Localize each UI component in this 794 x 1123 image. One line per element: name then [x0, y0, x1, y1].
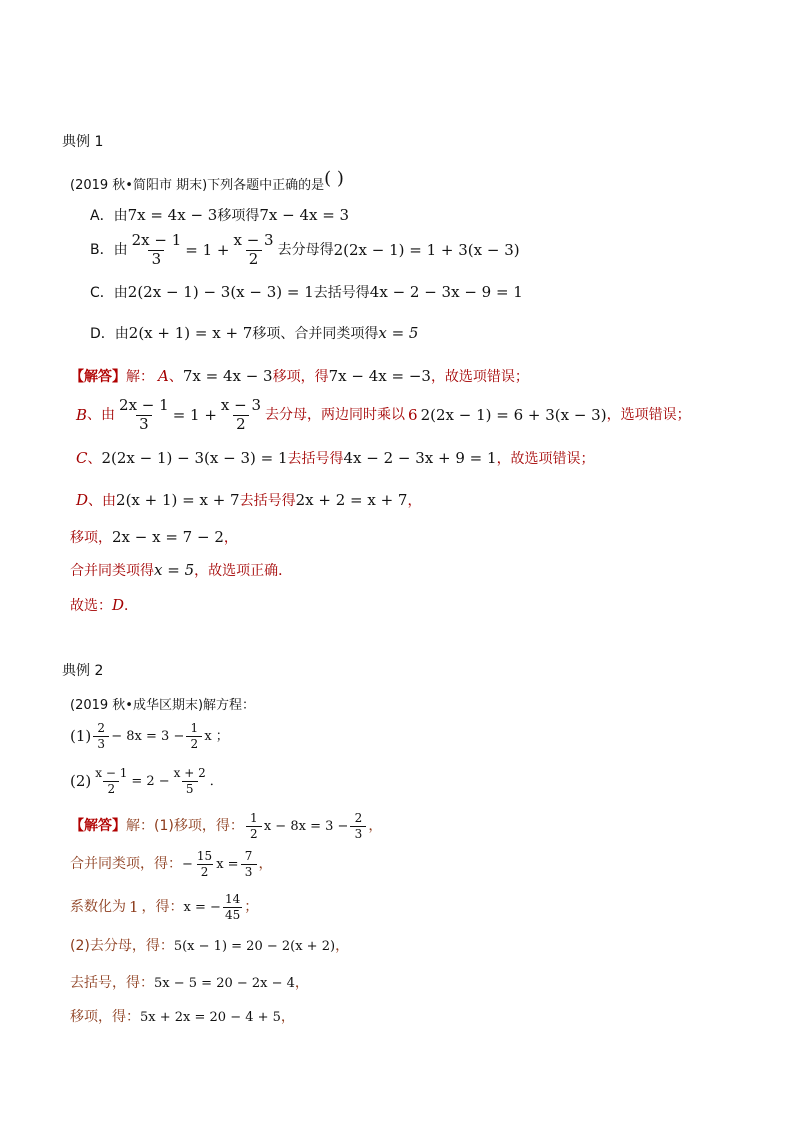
fraction: $\frac{2x - 1}{3}$: [119, 396, 169, 433]
answer-tag: 【解答】: [70, 368, 126, 385]
solution2-step1: 【解答】 解： (1)移项，得： $\frac{1}{2}$ x − 8x = 3 − $\frac{2}{3}$ ，: [70, 811, 383, 841]
fraction: $\frac{1}{2}$: [186, 722, 202, 750]
solution-a-line: 【解答】 解： A 、 7x = 4x − 3 移项，得 7x − 4x = −3 ，故选项错误；: [70, 367, 529, 385]
solution2-step6: 移项，得： 5x + 2x = 20 − 4 + 5 ，: [70, 1009, 295, 1025]
fraction: $\frac{7}{3}$: [241, 850, 257, 878]
fraction: $\frac{x + 2}{5}$: [173, 766, 206, 796]
fraction: $\frac{2}{3}$: [350, 812, 366, 840]
option-a: A．由 7x = 4x − 3 移项得 7x − 4x = 3: [90, 206, 350, 224]
solution-c-line: C 、 2(2x − 1) − 3(x − 3) = 1 去括号得 4x − 2 − 3x + 9 = 1 ，故选项错误；: [76, 449, 595, 467]
solution2-step4: (2)去分母，得： 5(x − 1) = 20 − 2(x + 2) ，: [70, 938, 350, 954]
solution2-step5: 去括号，得： 5x − 5 = 20 − 2x − 4 ，: [70, 975, 309, 991]
example2-heading: 典例 2: [62, 663, 104, 679]
option-c: C．由 2(2x − 1) − 3(x − 3) = 1 去括号得 4x − 2 − 3x − 9 = 1: [90, 283, 523, 301]
solution2-step3: 系数化为 1 ，得： x = − $\frac{14}{45}$ ；: [70, 892, 259, 922]
solution-d-line: D 、由 2(x + 1) = x + 7 去括号得 2x + 2 = x + 7 ，: [76, 491, 422, 509]
fraction: $\frac{x - 1}{2}$: [95, 766, 128, 796]
option-d: D．由 2(x + 1) = x + 7 移项、合并同类项得 x = 5: [90, 324, 419, 342]
solution-choose-line: 故选： D ．: [70, 596, 139, 614]
fraction: $\frac{x - 3}{2}$: [220, 396, 262, 433]
problem-2: (2) $\frac{x - 1}{2}$ = 2 − $\frac{x + 2}{5}$ ．: [70, 766, 223, 796]
fraction: $\frac{2x - 1}{3}$: [131, 231, 182, 268]
example1-source: (2019 秋•简阳市 期末)下列各题中正确的是 ( ): [70, 168, 344, 193]
answer-bracket: ( ): [324, 168, 344, 189]
answer-tag: 【解答】: [70, 818, 126, 835]
option-b: B．由 $\frac{2x - 1}{3}$ = 1 + $\frac{x - 3}{2}$ 去分母得 2(2x − 1) = 1 + 3(x − 3): [90, 231, 520, 268]
solution2-step2: 合并同类项，得： − $\frac{15}{2}$ x = $\frac{7}{3}$ ，: [70, 849, 273, 879]
example1-heading: 典例 1: [62, 134, 104, 150]
fraction: $\frac{15}{2}$: [196, 849, 213, 879]
fraction: $\frac{2}{3}$: [93, 722, 109, 750]
problem-1: (1) $\frac{2}{3}$ − 8x = 3 − $\frac{1}{2}$ x ；: [70, 721, 229, 751]
fraction: $\frac{x - 3}{2}$: [233, 231, 274, 268]
solution-b-line: B 、由 $\frac{2x - 1}{3}$ = 1 + $\frac{x - 3}{2}$ 去分母，两边同时乘以 6 2(2x − 1) = 6 + 3(x − 3) ，选项错误；: [76, 396, 691, 433]
fraction: $\frac{14}{45}$: [224, 892, 241, 922]
example2-source: (2019 秋•成华区期末)解方程：: [70, 698, 256, 713]
solution-move-line: 移项， 2x − x = 7 − 2 ，: [70, 528, 238, 546]
solution-combine-line: 合并同类项得 x = 5 ，故选项正确．: [70, 561, 293, 579]
fraction: $\frac{1}{2}$: [246, 812, 262, 840]
